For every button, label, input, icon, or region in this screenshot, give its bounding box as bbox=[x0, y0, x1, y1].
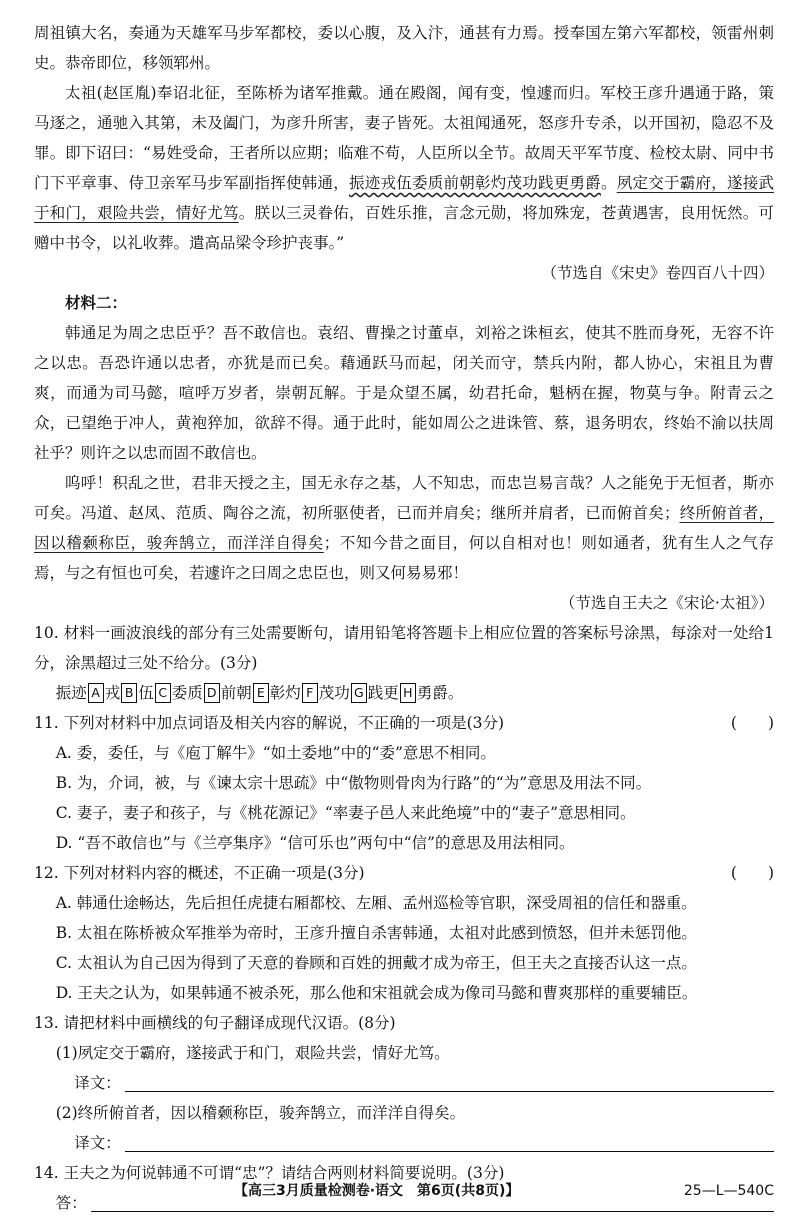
material1-text-c: 。朕以三灵眷佑，百姓乐推，言念元勋，将加殊宠，苍黄遇害，良用怃然。可赠中书令，以礼收葬。遣高品梁令珍护丧事。” bbox=[34, 204, 774, 252]
q11-stem-row bbox=[34, 708, 774, 738]
q11-option-c: C. 妻子，妻子和孩子，与《桃花源记》“率妻子邑人来此绝境”中的“妻子”意思相同。 bbox=[55, 804, 636, 822]
material2-source: （节选自王夫之《宋论·太祖》） bbox=[559, 594, 774, 612]
q10-segment: 振迹 bbox=[55, 684, 87, 702]
footer-title: 【高三3月质量检测卷·语文 第6页(共8页)】 bbox=[234, 1183, 520, 1199]
q13-item-2: (2)终所俯首者，因以稽颡称臣，骏奔鹄立，而洋洋自得矣。 bbox=[55, 1104, 466, 1122]
q10-stem: 10. 材料一画波浪线的部分有三处需要断句，请用铅笔将答题卡上相应位置的答案标号涂黑，每涂对一处给1分，涂黑超过三处不给分。(3分) bbox=[34, 624, 774, 672]
q10-segment: 践更 bbox=[367, 684, 399, 702]
q11-stem: 11. 下列对材料中加点词语及相关内容的解说，不正确的一项是(3分) bbox=[34, 714, 505, 732]
q10-box-a[interactable]: A bbox=[88, 683, 104, 703]
q11-option-b: B. 为，介词，被，与《谏太宗十思疏》中“傲物则骨肉为行路”的“为”意思及用法不同。 bbox=[55, 774, 652, 792]
q12-option-a: A. 韩通仕途畅达，先后担任虎捷右厢都校、左厢、孟州巡检等官职，深受周祖的信任和器重。 bbox=[55, 894, 697, 912]
q10-segment: 戎 bbox=[104, 684, 121, 702]
q13-stem: 13. 请把材料中画横线的句子翻译成现代汉语。(8分) bbox=[34, 1014, 396, 1032]
q14-answer-label: 答： bbox=[55, 1194, 87, 1212]
q10-box-e[interactable]: E bbox=[253, 683, 269, 703]
q10-box-f[interactable]: F bbox=[302, 683, 318, 703]
q12-option-c: C. 太祖认为自己因为得到了天意的眷顾和百姓的拥戴才成为帝王，但王夫之直接否认这一点。 bbox=[55, 954, 697, 972]
underlined-sentence-1: 夙定交于霸府，遂接武于和门，艰险共尝，情好尤笃 bbox=[34, 174, 774, 222]
q10-box-b[interactable]: B bbox=[121, 683, 137, 703]
q10-box-g[interactable]: G bbox=[351, 683, 367, 703]
material1-text-b: 。 bbox=[600, 174, 617, 192]
exam-page bbox=[34, 18, 774, 1218]
q13-answer-label: 译文： bbox=[74, 1134, 121, 1152]
q12-stem: 12. 下列对材料内容的概述，不正确一项是(3分) bbox=[34, 864, 365, 882]
q10-segment: 委质 bbox=[171, 684, 203, 702]
q14-stem: 14. 王夫之为何说韩通不可谓“忠”？请结合两则材料简要说明。(3分) bbox=[34, 1164, 505, 1182]
material2-paragraph-1: 韩通足为周之忠臣乎？吾不敢信也。袁绍、曹操之讨董卓，刘裕之诛桓玄，使其不胜而身死，无容不许之以忠。吾恐许通以忠者，亦犹是而已矣。藉通跃马而起，闭关而守，禁兵内附，都人协心，宋祖且为曹爽，而通为司马懿，喧呼万岁者，崇朝瓦解。于是众望丕属，幼君托命，魁柄在握，物莫与争。附青云之众，已望绝于冲人，黄袍猝加，欲辞不得。通于此时，能如周公之进诛管、蔡，退务明农，终始不渝以扶周社乎？则许之以忠而固不敢信也。 bbox=[34, 324, 774, 462]
underlined-sentence-2: 终所俯首者，因以稽颡称臣，骏奔鹄立，而洋洋自得矣 bbox=[34, 504, 774, 552]
q13-item-1: (1)夙定交于霸府，遂接武于和门，艰险共尝，情好尤笃。 bbox=[55, 1044, 450, 1062]
q13-answer-label: 译文： bbox=[74, 1074, 121, 1092]
q10-punctuation-boxes bbox=[34, 678, 774, 708]
q12-option-d: D. 王夫之认为，如果韩通不被杀死，那么他和宋祖就会成为像司马懿和曹爽那样的重要辅臣。 bbox=[55, 984, 698, 1002]
q10-segment: 前朝 bbox=[220, 684, 252, 702]
footer-code: 25—L—540C bbox=[683, 1183, 774, 1199]
material1-continued: 周祖镇大名，奏通为天雄军马步军都校，委以心腹，及入汴，通甚有力焉。授奉国左第六军都校，领雷州刺史。恭帝即位，移领郓州。 bbox=[34, 24, 774, 72]
q10-segment: 茂功 bbox=[318, 684, 350, 702]
wavy-underlined-text: 振迹戎伍委质前朝彰灼茂功践更勇爵 bbox=[348, 174, 601, 192]
q12-option-b: B. 太祖在陈桥被众军推举为帝时，王彦升擅自杀害韩通，太祖对此感到愤怒，但并未惩罚他。 bbox=[55, 924, 697, 942]
material1-text-a: 太祖(赵匡胤)奉诏北征，至陈桥为诸军推戴。通在殿阁，闻有变，惶遽而归。军校王彦升遇通于路，策马逐之，通驰入其第，未及阖门，为彦升所害，妻子皆死。太祖闻通死，怒彦升专杀，以开国初，隐忍不及罪。即下诏曰：“易姓受命，王者所以应期；临难不苟，人臣所以全节。故周天平军节度、检校太尉、同中书门下平章事、侍卫亲军马步军副指挥使韩通， bbox=[34, 84, 774, 192]
q13-answer-line-1[interactable] bbox=[34, 1068, 774, 1098]
answer-blank[interactable] bbox=[125, 1069, 774, 1092]
q11-option-d: D. “吾不敢信也”与《兰亭集序》“信可乐也”两句中“信”的意思及用法相同。 bbox=[55, 834, 575, 852]
q13-answer-line-2[interactable] bbox=[34, 1128, 774, 1158]
q10-segment: 伍 bbox=[138, 684, 154, 702]
q11-answer-parens[interactable]: ( ) bbox=[730, 714, 774, 732]
q12-answer-parens[interactable]: ( ) bbox=[730, 864, 774, 882]
q10-segment: 彰灼 bbox=[269, 684, 301, 702]
material1-paragraph bbox=[34, 78, 774, 258]
q10-segment: 勇爵。 bbox=[416, 684, 464, 702]
material2-heading: 材料二： bbox=[65, 293, 128, 312]
q10-box-c[interactable]: C bbox=[155, 683, 171, 703]
material2-paragraph-2 bbox=[34, 468, 774, 588]
q10-box-d[interactable]: D bbox=[204, 683, 220, 703]
answer-blank[interactable] bbox=[125, 1129, 774, 1152]
material2-text-b: ；不知今昔之面目，何以自相对也！则如通者，犹有生人之气存焉，与之有恒也可矣，若遽许之曰周之忠臣也，则又何易易邪！ bbox=[34, 534, 774, 582]
material1-source: （节选自《宋史》卷四百八十四） bbox=[541, 264, 774, 282]
q10-box-h[interactable]: H bbox=[400, 683, 416, 703]
q12-stem-row bbox=[34, 858, 774, 888]
q11-option-a: A. 委，委任，与《庖丁解牛》“如土委地”中的“委”意思不相同。 bbox=[55, 744, 496, 762]
material2-text-a: 呜呼！积乱之世，君非天授之主，国无永存之基，人不知忠，而忠岂易言哉？人之能免于无恒者，斯亦可矣。冯道、赵凤、范质、陶谷之流，初所驱使者，已而并肩矣；继所并肩者，已而俯首矣； bbox=[34, 474, 774, 522]
